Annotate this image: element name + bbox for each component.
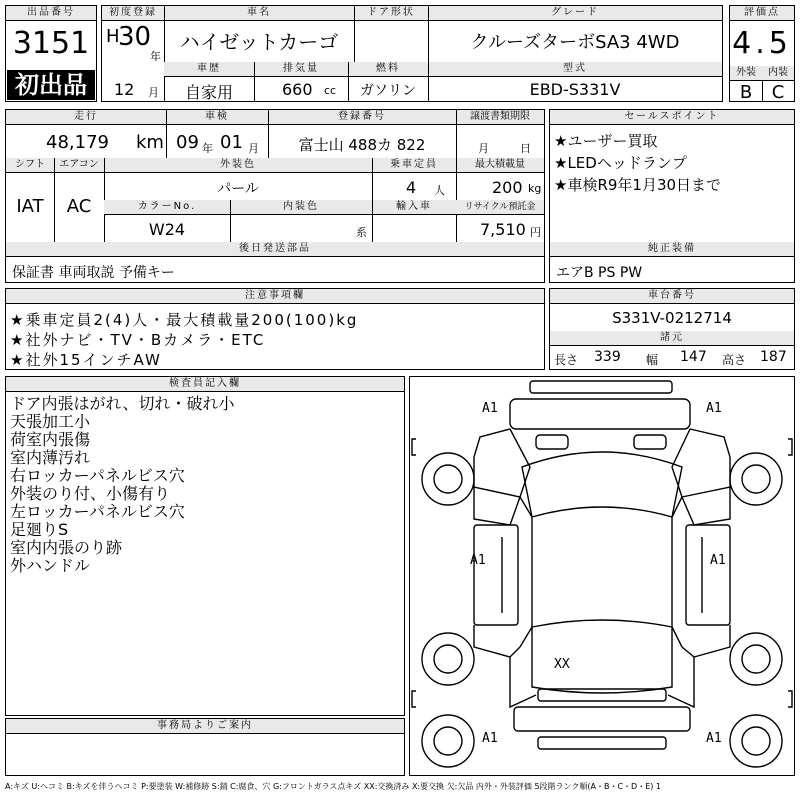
damage-mark: A1 (470, 553, 486, 568)
inspection-label: 車検 (166, 110, 268, 125)
height-label: 高さ (722, 353, 747, 367)
length-label: 長さ (554, 353, 579, 367)
history: 自家用 (184, 83, 233, 102)
chassis-box (549, 288, 795, 370)
notes-label: 注意事項欄 (6, 289, 544, 304)
note-line: ★社外ナビ・TV・Bカメラ・ETC (10, 331, 266, 349)
inspector-box (5, 376, 405, 716)
legend: A:キズ U:ヘコミ B:キズを伴うヘコミ P:要塗装 W:補修跡 S:錆 C:腐食、穴 G:フロントガラス点キズ XX:交換済み X:要交換 欠:欠品 内外・外装評価 5段階ランク順(A・B・C・D・E) 1 (5, 782, 662, 791)
chassis-number: S331V-0212714 (612, 309, 732, 327)
recycle: 7,510 (480, 220, 526, 239)
equipment-label: 純正装備 (550, 242, 794, 257)
era: H (106, 26, 120, 47)
inspector-line: 足廻りS (10, 520, 69, 539)
exterior-label: 外装色 (104, 158, 372, 173)
inspector-line: 右ロッカーパネルビス穴 (10, 466, 185, 485)
displacement-unit: cc (324, 84, 337, 97)
damage-mark: A1 (482, 401, 498, 416)
interior-unit: 系 (356, 226, 367, 239)
year-unit: 年 (150, 50, 161, 63)
color-no: W24 (148, 220, 186, 239)
history-label: 車歴 (164, 62, 254, 77)
inspector-line: 外装のり付、小傷有り (10, 484, 171, 503)
damage-mark: A1 (482, 731, 498, 746)
displacement-label: 排気量 (254, 62, 348, 77)
lot-label: 出品番号 (6, 6, 96, 21)
sales-point: ★LEDヘッドランプ (554, 154, 687, 172)
recycle-label: リサイクル預託金 (456, 200, 544, 215)
reg-year: 30 (118, 22, 152, 52)
month-unit: 月 (148, 86, 159, 99)
car-outline (410, 377, 794, 775)
damage-mark: A1 (706, 401, 722, 416)
inspector-line: 左ロッカーパネルビス穴 (10, 502, 185, 521)
capacity-unit: 人 (434, 184, 445, 197)
insp-year: 09 (176, 132, 199, 153)
grade: クルーズターボSA3 4WD (470, 32, 680, 53)
chassis-label: 車台番号 (550, 289, 794, 304)
car-name-label: 車名 (164, 6, 354, 21)
score-label: 評価点 (730, 6, 794, 21)
load-unit: kg (528, 182, 542, 195)
reg-month: 12 (114, 80, 135, 99)
transfer-label: 譲渡書類期限 (456, 110, 544, 125)
model-label: 型式 (428, 62, 722, 77)
grade-label: グレード (428, 6, 722, 21)
transfer-month-unit: 月 (478, 142, 489, 155)
int-grade-label: 内装 (762, 66, 794, 81)
width-label: 幅 (646, 353, 659, 367)
insp-month: 01 (220, 132, 243, 153)
width: 147 (680, 349, 707, 365)
damage-mark: A1 (706, 731, 722, 746)
color-no-label: カラーNo. (104, 200, 230, 215)
recycle-unit: 円 (530, 226, 541, 239)
capacity: 4 (406, 178, 417, 197)
note-line: ★乗車定員2(4)人・最大積載量200(100)kg (10, 311, 359, 329)
shift: IAT (16, 196, 44, 217)
load: 200 (492, 178, 523, 197)
first-reg-label: 初度登録 (102, 6, 164, 21)
transfer-day-unit: 日 (520, 142, 531, 155)
length: 339 (594, 349, 621, 365)
insp-year-unit: 年 (202, 142, 213, 155)
damage-mark: XX (554, 657, 570, 672)
sales-point: ★ユーザー買取 (554, 132, 658, 150)
ac-label: エアコン (54, 158, 104, 173)
ac: AC (66, 196, 92, 217)
lot-box (5, 5, 97, 102)
specs-label: 諸元 (550, 331, 794, 346)
damage-mark: A1 (710, 553, 726, 568)
mileage: 48,179 (46, 132, 109, 153)
later-parts-label: 後日発送部品 (6, 242, 544, 257)
inspector-line: ドア内張はがれ、切れ・破れ小 (10, 394, 235, 413)
capacity-label: 乗車定員 (372, 158, 456, 173)
model: EBD-S331V (529, 80, 621, 99)
mileage-unit: km (136, 132, 164, 153)
office-label: 事務局よりご案内 (6, 719, 404, 734)
height: 187 (760, 349, 787, 365)
load-label: 最大積載量 (456, 158, 544, 173)
fuel: ガソリン (360, 83, 416, 99)
office-box (5, 718, 405, 776)
lot-number: 3151 (12, 26, 90, 61)
inspector-line: 荷室内張傷 (10, 430, 91, 449)
reg-no: 富士山 488カ 822 (298, 136, 426, 154)
ext-grade-label: 外装 (730, 66, 762, 81)
inspector-label: 検査員記入欄 (6, 377, 404, 392)
score-box (729, 5, 795, 102)
fuel-label: 燃料 (348, 62, 428, 77)
header-box (101, 5, 723, 102)
insp-month-unit: 月 (248, 142, 259, 155)
displacement: 660 (282, 80, 313, 99)
mileage-label: 走行 (6, 110, 166, 125)
car-name: ハイゼットカーゴ (179, 30, 339, 54)
sales-label: セールスポイント (550, 110, 794, 125)
first-listing-badge: 初出品 (7, 70, 95, 100)
inspector-line: 室内薄汚れ (10, 448, 91, 467)
sales-box (549, 109, 795, 283)
inspector-line: 室内内張のり跡 (10, 538, 123, 557)
exterior: パール (217, 181, 259, 197)
note-line: ★社外15インチAW (10, 351, 162, 369)
inspector-line: 天張加工小 (10, 412, 91, 431)
later-parts: 保証書 車両取説 予備キー (12, 265, 175, 281)
ext-grade: B (739, 82, 753, 103)
equipment: エアB PS PW (556, 265, 643, 281)
shift-label: シフト (6, 158, 54, 173)
vehicle-diagram (409, 376, 795, 776)
import-label: 輸入車 (372, 200, 456, 215)
detail-box (5, 109, 545, 283)
inspector-line: 外ハンドル (10, 556, 91, 575)
interior-label: 内装色 (230, 200, 372, 215)
reg-no-label: 登録番号 (268, 110, 456, 125)
score: 4.5 (732, 26, 792, 61)
door-label: ドア形状 (354, 6, 428, 21)
notes-box (5, 288, 545, 370)
int-grade: C (771, 82, 785, 103)
sales-point: ★車検R9年1月30日まで (554, 176, 722, 194)
